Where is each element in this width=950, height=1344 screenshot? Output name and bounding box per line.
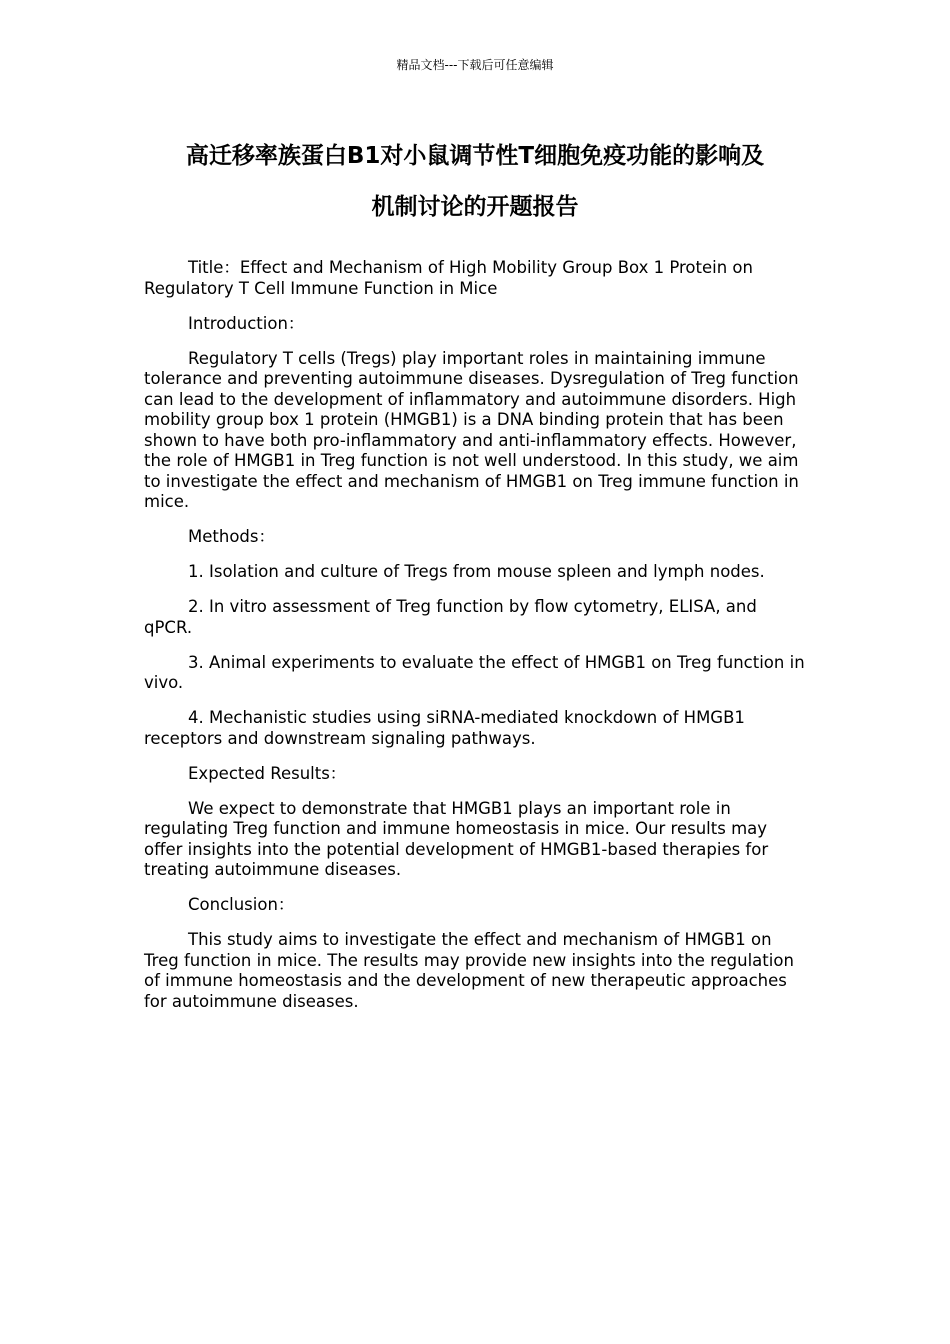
expected-results-paragraph: We expect to demonstrate that HMGB1 plays an important role in regulating Treg function and immune homeostasis in mice. Our results may offer insights into the potential development of HMGB1-based therapies for treating autoimmune diseases. [144,798,769,879]
conclusion-paragraph: This study aims to investigate the effect and mechanism of HMGB1 on Treg function in mice. The results may provide new insights into the regulation of immune homeostasis and the development of new therapeutic approaches for autoimmune diseases. [144,930,794,1011]
methods-heading: Methods： [188,527,275,546]
introduction-paragraph: Regulatory T cells (Tregs) play important roles in maintaining immune tolerance and preventing autoimmune diseases. Dysregulation of Treg function can lead to the development of inflammatory and autoimmune disorders. High mobility group box 1 protein (HMGB1) is a DNA binding protein that has been shown to have both pro-inflammatory and anti-inflammatory effects. However, the role of HMGB1 in Treg function is not well understood. In this study, we aim to investigate the effect and mechanism of HMGB1 on Treg immune function in mice. [144,348,799,511]
expected-results-heading: Expected Results： [188,763,347,783]
english-title: Title：Effect and Mechanism of High Mobility Group Box 1 Protein on Regulatory T Cell Immune Function in Mice [144,258,753,298]
document-title [130,131,820,233]
method-item-1: 1. Isolation and culture of Tregs from mouse spleen and lymph nodes. [188,562,765,581]
document-title-line-1: 高迁移率族蛋白B1对小鼠调节性T细胞免疫功能的影响及 [185,143,765,169]
introduction-heading: Introduction： [188,313,305,333]
conclusion-heading: Conclusion： [188,895,295,914]
document-title-line-2: 机制讨论的开题报告 [371,194,579,220]
header-note: 精品文档---下载后可任意编辑 [396,58,554,72]
document-body [144,258,808,1027]
method-item-4: 4. Mechanistic studies using siRNA-mediated knockdown of HMGB1 receptors and downstream signaling pathways. [144,708,745,748]
method-item-3: 3. Animal experiments to evaluate the effect of HMGB1 on Treg function in vivo. [144,652,805,692]
method-item-2: 2. In vitro assessment of Treg function by flow cytometry, ELISA, and qPCR. [144,597,757,637]
